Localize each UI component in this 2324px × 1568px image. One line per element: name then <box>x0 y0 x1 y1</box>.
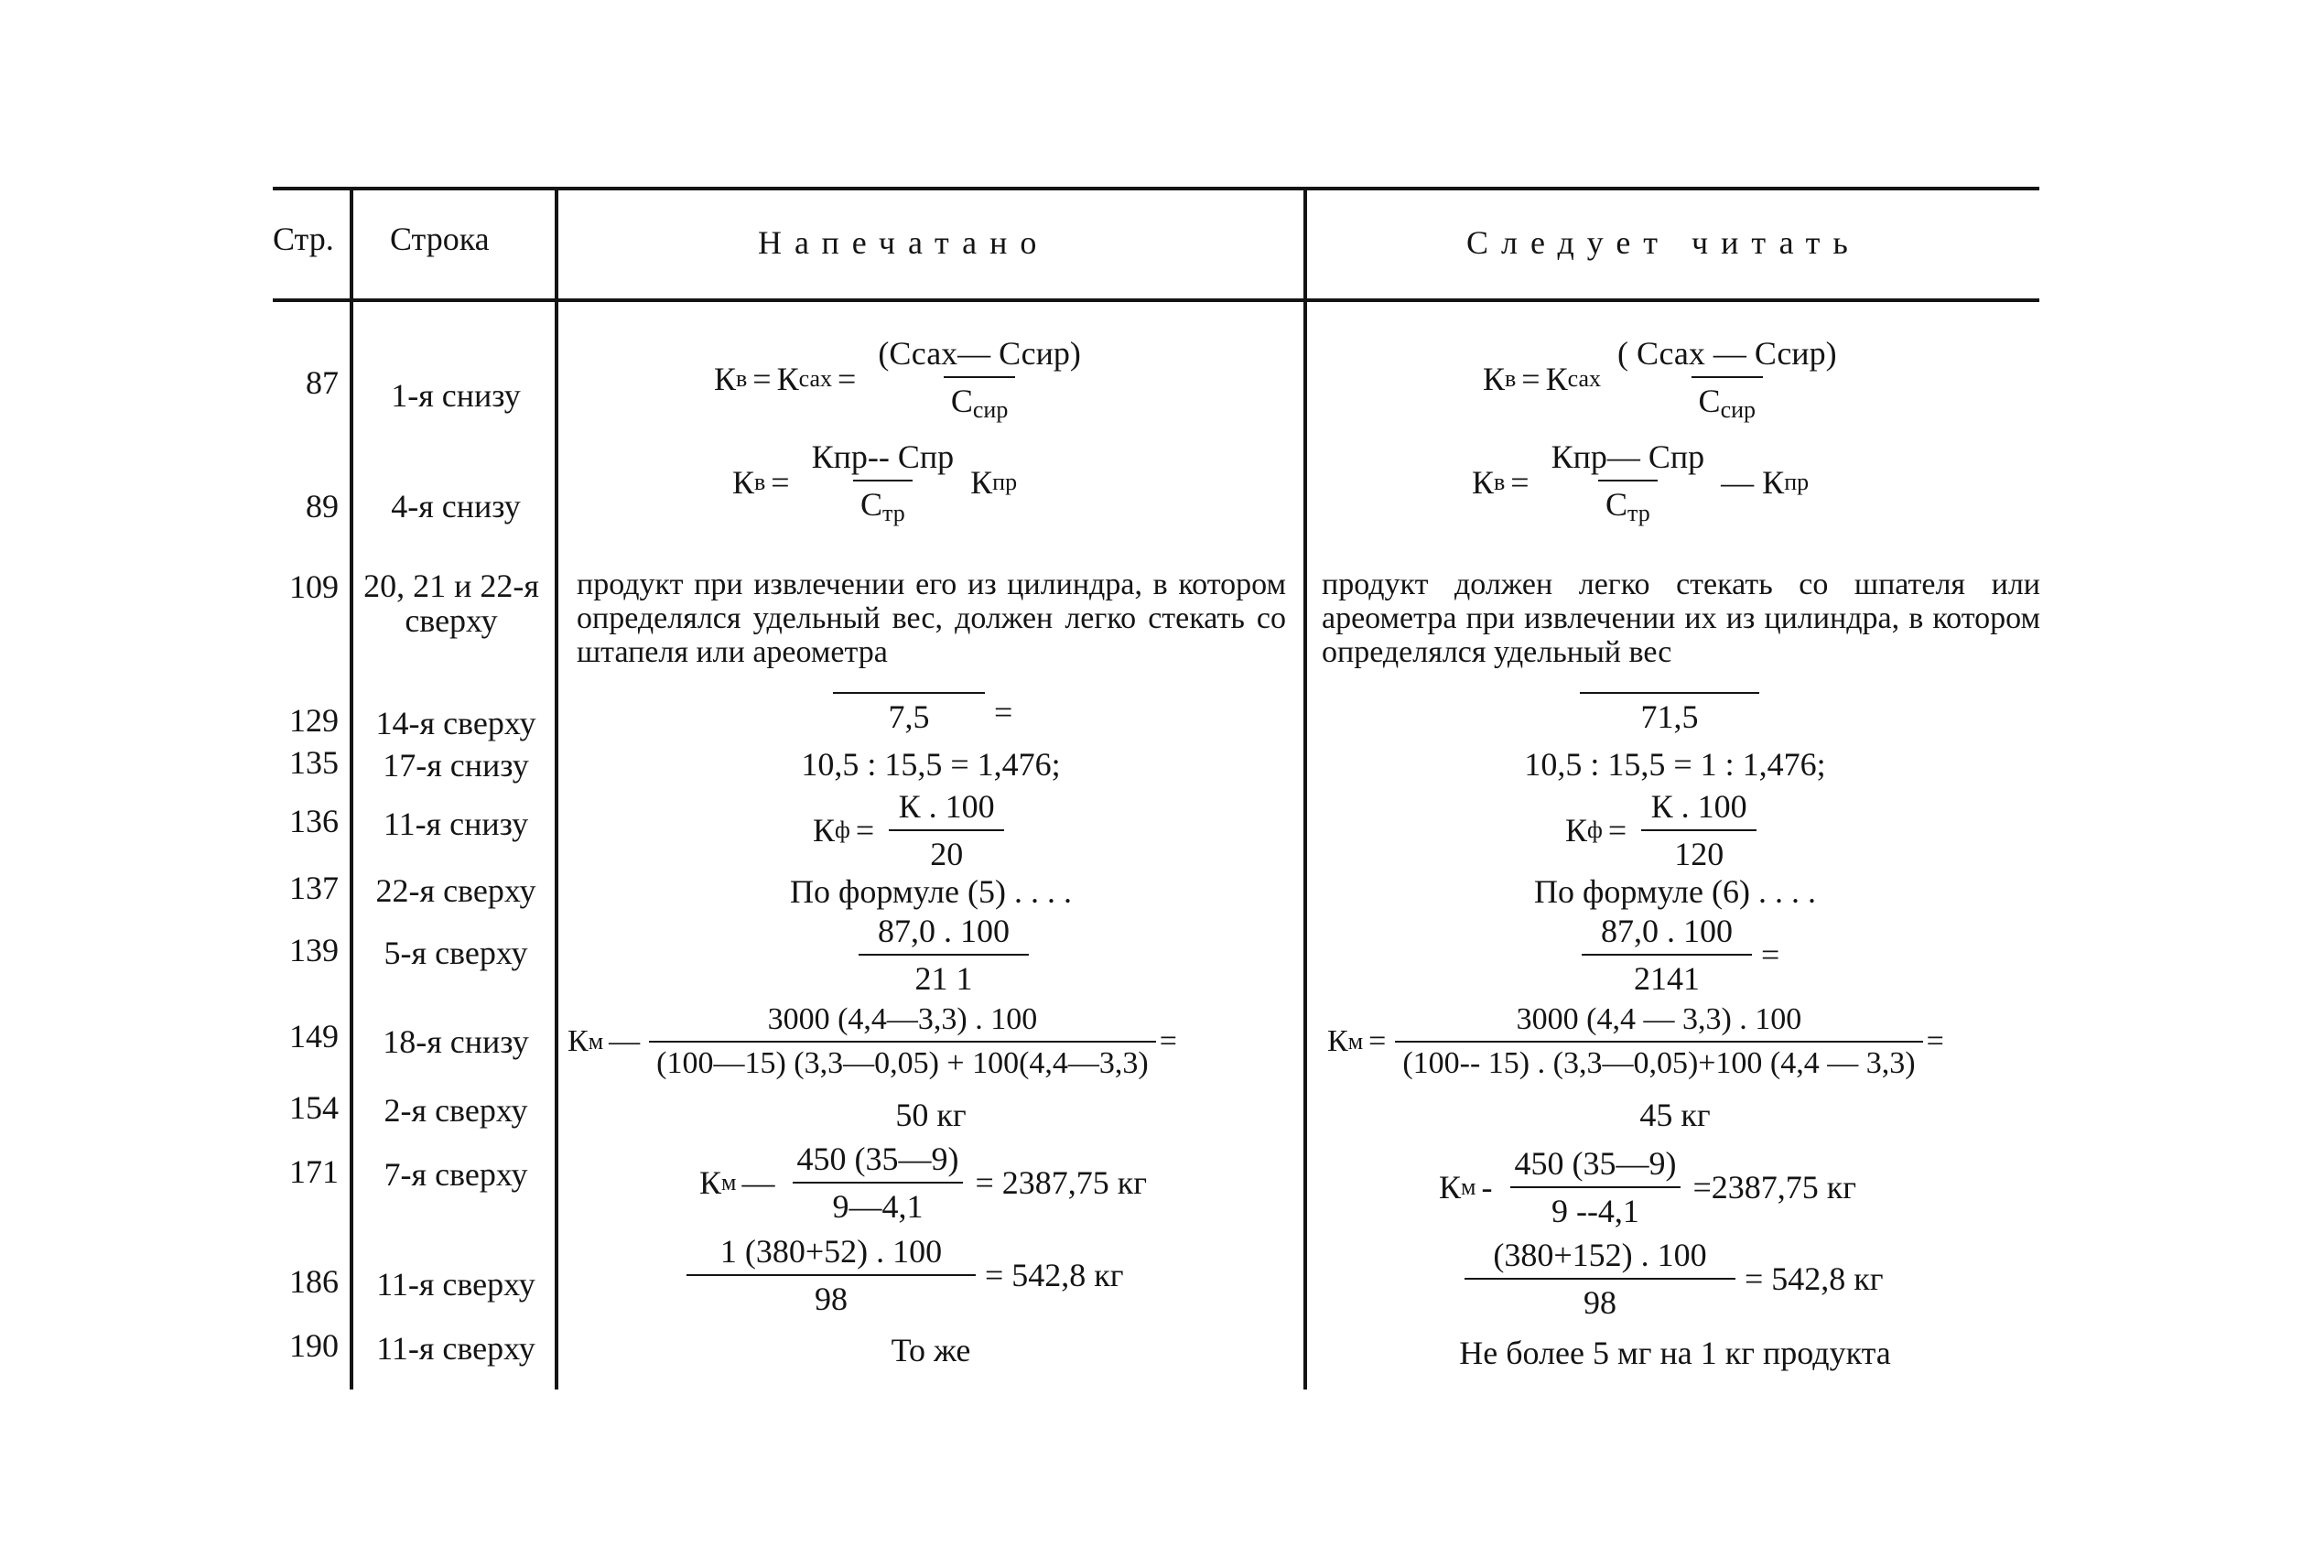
fraction: 7,5 <box>833 688 985 736</box>
row-2-page: 89 <box>306 488 339 524</box>
row-10-correct: 45 кг <box>1639 1097 1711 1133</box>
row-12-page: 186 <box>289 1263 339 1300</box>
row-10-printed: 50 кг <box>895 1097 967 1133</box>
fraction: $\frac{450 (35—9)}{9 --4,1}$ <box>1507 1144 1683 1230</box>
row-9-line: 18-я снизу <box>383 1023 529 1060</box>
fraction: $\frac{К . 100}{120}$ <box>1641 787 1757 873</box>
row-5-line: 17-я снизу <box>383 747 529 784</box>
fraction: $\frac{450 (35—9)}{9—4,1}$ <box>789 1140 966 1226</box>
row-13-line: 11-я сверху <box>376 1330 535 1367</box>
fraction: $\frac{\text{( Ссах — Ссир)}}{С_{сир}}$ <box>1617 335 1837 423</box>
row-1-correct-formula: К в = К сах $\frac{\text{( Ссах — Ссир)}}{С_{сир}}$ <box>1483 334 1854 424</box>
row-5-correct: 10,5 : 15,5 = 1 : 1,476; <box>1524 746 1826 783</box>
row-6-correct-formula: К ф = $\frac{К . 100}{120}$ <box>1565 787 1766 873</box>
row-10-line: 2-я сверху <box>384 1092 528 1129</box>
col-divider-3 <box>1303 190 1307 1390</box>
col-divider-1 <box>350 190 353 1390</box>
col-divider-2 <box>555 190 558 1390</box>
row-2-correct-formula: К в = $\frac{\text{Кпр— Спр}}{С_{тр}}$ — К пр <box>1472 438 1810 526</box>
row-3-correct-text: продукт должен легко стекать со шпателя или ареометра при извлечении их из цилиндра, в котором определялся удельный вес <box>1322 568 2040 669</box>
fraction: $\frac{1 (380+52) . 100}{98}$ <box>686 1232 976 1318</box>
header-line: Строка <box>390 221 490 257</box>
row-8-page: 139 <box>289 932 339 968</box>
row-2-printed-formula: К в = $\frac{\text{Кпр-- Спр}}{С_{тр}}$ К пр <box>732 438 1018 526</box>
row-1-printed-formula: К в = К сах = $\frac{\text{(Ссах— Ссир)}}{С_{сир}}$ <box>714 334 1097 424</box>
row-11-page: 171 <box>289 1153 339 1190</box>
fraction: $\frac{\text{(Ссах— Ссир)}}{С_{сир}}$ <box>878 335 1081 423</box>
header-printed: Напечатано <box>758 224 1050 261</box>
row-4-printed-formula: 7,5 = <box>824 688 1012 736</box>
row-12-line: 11-я сверху <box>376 1266 535 1303</box>
row-3-printed-text: продукт при извлечении его из цилиндра, в котором определялся удельный вес, должен легко стекать со штапеля или ареометра <box>577 568 1286 669</box>
row-6-line: 11-я снизу <box>383 806 529 842</box>
row-12-printed-formula: $\frac{1 (380+52) . 100}{98}$ = 542,8 кг <box>677 1232 1124 1318</box>
fraction: $\frac{\text{Кпр-- Спр}}{С_{тр}}$ <box>811 438 955 526</box>
row-7-page: 137 <box>289 870 339 906</box>
row-8-correct-formula: $\frac{87,0 . 100}{2141}$ = <box>1573 912 1779 998</box>
row-9-printed-formula: К м — $\frac{3000 (4,4—3,3) . 100}{(100—15) (3,3—0,05) + 100(4,4—3,3)}$ = <box>567 1002 1177 1080</box>
row-2-line: 4-я снизу <box>391 488 521 524</box>
row-10-page: 154 <box>289 1089 339 1126</box>
header-page: Стр. <box>273 221 334 257</box>
header-should-read: Следует читать <box>1466 224 1861 261</box>
row-3-page: 109 <box>289 568 339 605</box>
fraction: $\frac{\text{Кпр— Спр}}{С_{тр}}$ <box>1551 438 1705 526</box>
row-8-printed-formula <box>849 912 1038 998</box>
row-3-line: 20, 21 и 22-я сверху <box>363 568 539 639</box>
row-7-correct: По формуле (6) . . . . <box>1534 873 1816 910</box>
row-7-printed: По формуле (5) . . . . <box>790 873 1072 910</box>
row-5-printed: 10,5 : 15,5 = 1,476; <box>801 746 1061 783</box>
row-13-printed: То же <box>891 1332 971 1368</box>
fraction: $\frac{87,0 . 100}{21 1}$ <box>859 912 1029 998</box>
row-11-printed-formula: К м — $\frac{450 (35—9)}{9—4,1}$ = 2387,75 кг <box>699 1141 1148 1225</box>
row-12-correct-formula: $\frac{(380+152) . 100}{98}$ = 542,8 кг <box>1455 1236 1884 1322</box>
fraction: $\frac{К . 100}{20}$ <box>889 787 1004 873</box>
row-1-page: 87 <box>306 364 339 401</box>
row-9-page: 149 <box>289 1018 339 1054</box>
row-5-page: 135 <box>289 744 339 781</box>
row-13-page: 190 <box>289 1327 339 1364</box>
row-9-correct-formula: К м = $\frac{3000 (4,4 — 3,3) . 100}{(100-- 15) . (3,3—0,05)+100 (4,4 — 3,3)}$ = <box>1327 1002 1944 1080</box>
top-rule <box>273 187 2039 190</box>
row-6-page: 136 <box>289 803 339 839</box>
row-11-correct-formula: К м - $\frac{450 (35—9)}{9 --4,1}$ =2387,75 кг <box>1439 1145 1857 1229</box>
fraction: $\frac{(380+152) . 100}{98}$ <box>1465 1236 1735 1322</box>
row-4-line: 14-я сверху <box>375 705 536 741</box>
header-bottom-rule <box>273 298 2039 302</box>
row-11-line: 7-я сверху <box>384 1156 528 1193</box>
fraction: $\frac{87,0 . 100}{2141}$ <box>1582 912 1752 998</box>
row-7-line: 22-я сверху <box>375 872 536 909</box>
row-4-page: 129 <box>289 702 339 739</box>
fraction: 71,5 <box>1580 688 1759 736</box>
row-6-printed-formula: К ф = $\frac{К . 100}{20}$ <box>813 787 1013 873</box>
row-1-line: 1-я снизу <box>391 377 521 414</box>
row-8-line: 5-я сверху <box>384 935 528 971</box>
row-13-correct: Не более 5 мг на 1 кг продукта <box>1459 1335 1891 1371</box>
fraction: $\frac{3000 (4,4—3,3) . 100}{(100—15) (3,3—0,05) + 100(4,4—3,3)}$ <box>649 1002 1156 1081</box>
row-4-correct-formula <box>1571 688 1768 736</box>
fraction: $\frac{3000 (4,4 — 3,3) . 100}{(100-- 15) . (3,3—0,05)+100 (4,4 — 3,3)}$ <box>1395 1002 1922 1081</box>
